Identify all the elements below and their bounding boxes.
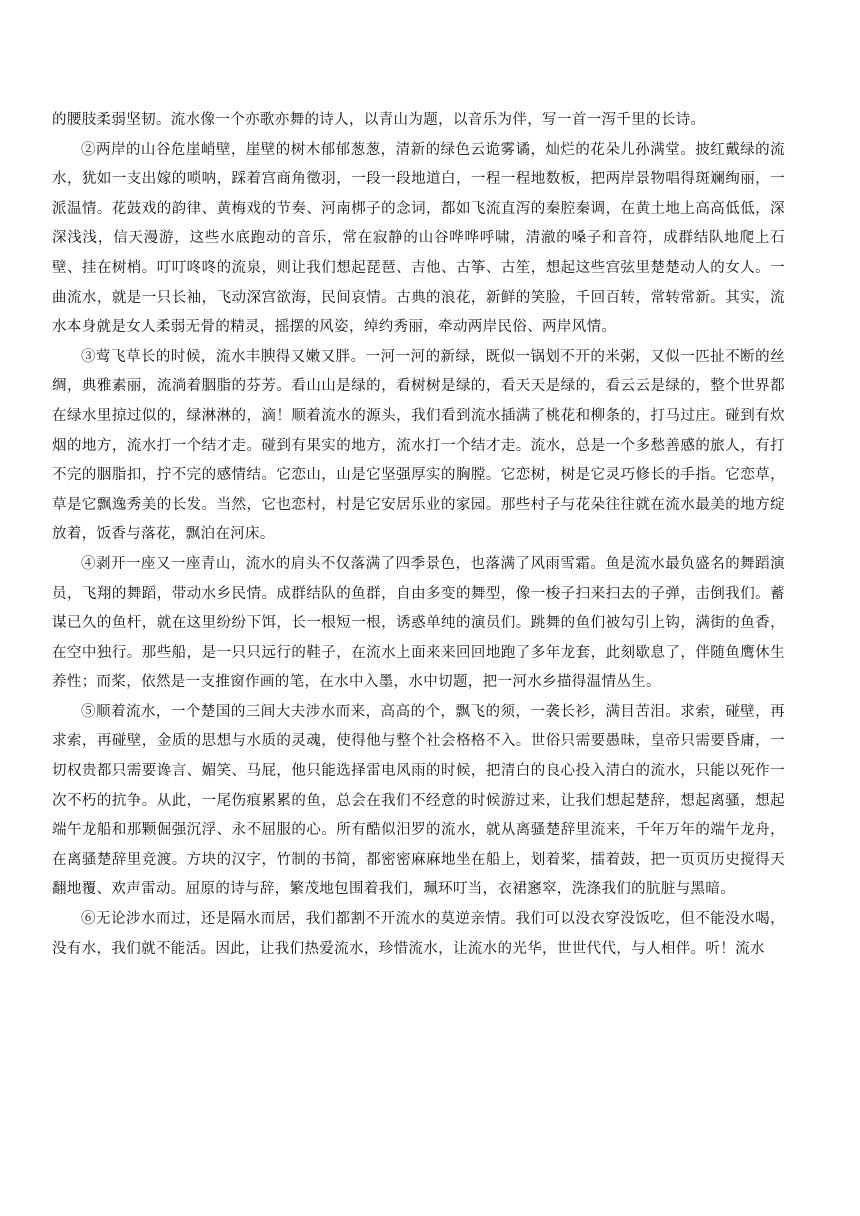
paragraph-3: ③莺飞草长的时候，流水丰腴得又嫩又胖。一河一河的新绿，既似一锅划不开的米粥，又似一匹扯不断的丝绸，典雅素丽，流淌着胭脂的芬芳。看山山是绿的，看树树是绿的，看天天是绿的，看云云是绿的，整个世界都在绿水里掠过似的，绿淋淋的，滴！顺着流水的源头，我们看到流水插满了桃花和柳条的，打马过庄。碰到有炊烟的地方，流水打一个结才走。碰到有果实的地方，流水打一个结才走。流水，总是一个多愁善感的旅人，有打不完的胭脂扣，拧不完的感情结。它恋山，山是它坚强厚实的胸膛。它恋树，树是它灵巧修长的手指。它恋草，草是它飘逸秀美的长发。当然，它也恋村，村是它安居乐业的家园。那些村子与花朵往往就在流水最美的地方绽放着，饭香与落花，飘泊在河床。 — [52, 348, 785, 543]
paragraph-continuation: 的腰肢柔弱坚韧。流水像一个亦歌亦舞的诗人，以青山为题，以音乐为伴，写一首一泻千里的长诗。 — [52, 112, 706, 128]
document-page — [52, 106, 785, 964]
paragraph-6: ⑥无论涉水而过，还是隔水而居，我们都割不开流水的莫逆亲情。我们可以没衣穿没饭吃，但不能没水喝，没有水，我们就不能活。因此，让我们热爱流水，珍惜流水，让流水的光华，世世代代，与人相伴。听！流水 — [52, 911, 785, 957]
paragraph-2: ②两岸的山谷危崖峭壁，崖壁的树木郁郁葱葱，清新的绿色云诡雾谲，灿烂的花朵儿孙满堂。披红戴绿的流水，犹如一支出嫁的唢呐，踩着宫商角徵羽，一段一段地道白，一程一程地数板，把两岸景物唱得斑斓绚丽，一派温情。花鼓戏的韵律、黄梅戏的节奏、河南梆子的念词，都如飞流直泻的秦腔秦调，在黄土地上高高低低，深深浅浅，信天漫游，这些水底跑动的音乐，常在寂静的山谷哗哗呼啸，清澈的嗓子和音符，成群结队地爬上石壁、挂在树梢。叮叮咚咚的流泉，则让我们想起琵琶、吉他、古筝、古笙，想起这些宫弦里楚楚动人的女人。一曲流水，就是一只长袖，飞动深宫欲海，民间哀情。古典的浪花，新鲜的笑脸，千回百转，常转常新。其实，流水本身就是女人柔弱无骨的精灵，摇摆的风姿，绰约秀丽，牵动两岸民俗、两岸风情。 — [52, 141, 785, 336]
paragraph-5: ⑤顺着流水，一个楚国的三闾大夫涉水而来，高高的个，飘飞的须，一袭长衫，满目苦泪。求索，碰壁，再求索，再碰壁，金质的思想与水质的灵魂，使得他与整个社会格格不入。世俗只需要愚昧，皇帝只需要昏庸，一切权贵都只需要谗言、媚笑、马屁，他只能选择雷电风雨的时候，把清白的良心投入清白的流水，只能以死作一次不朽的抗争。从此，一尾伤痕累累的鱼，总会在我们不经意的时候游过来，让我们想起楚辞，想起离骚，想起端午龙船和那颗倔强沉浮、永不屈服的心。所有酷似汨罗的流水，就从离骚楚辞里流来，千年万年的端午龙舟，在离骚楚辞里竞渡。方块的汉字，竹制的书简，都密密麻麻地坐在船上，划着桨，擂着鼓，把一页页历史搅得天翻地覆、欢声雷动。屈原的诗与辞，繁茂地包围着我们，珮环叮当，衣裙窸窣，洗涤我们的肮脏与黑暗。 — [52, 703, 785, 898]
paragraph-4: ④剥开一座又一座青山，流水的肩头不仅落满了四季景色，也落满了风雨雪霜。鱼是流水最负盛名的舞蹈演员，飞翔的舞蹈，带动水乡民情。成群结队的鱼群，自由多变的舞型，像一梭子扫来扫去的子弹，击倒我们。蓄谋已久的鱼杆，就在这里纷纷下饵，长一根短一根，诱惑单纯的演员们。跳舞的鱼们被勾引上钩，满街的鱼香，在空中独行。那些船，是一只只远行的鞋子，在流水上面来来回回地跑了多年龙套，此刻歇息了，伴随鱼鹰休生养性；而桨，依然是一支推窗作画的笔，在水中入墨，水中切题，把一河水乡描得温情丛生。 — [52, 555, 785, 691]
